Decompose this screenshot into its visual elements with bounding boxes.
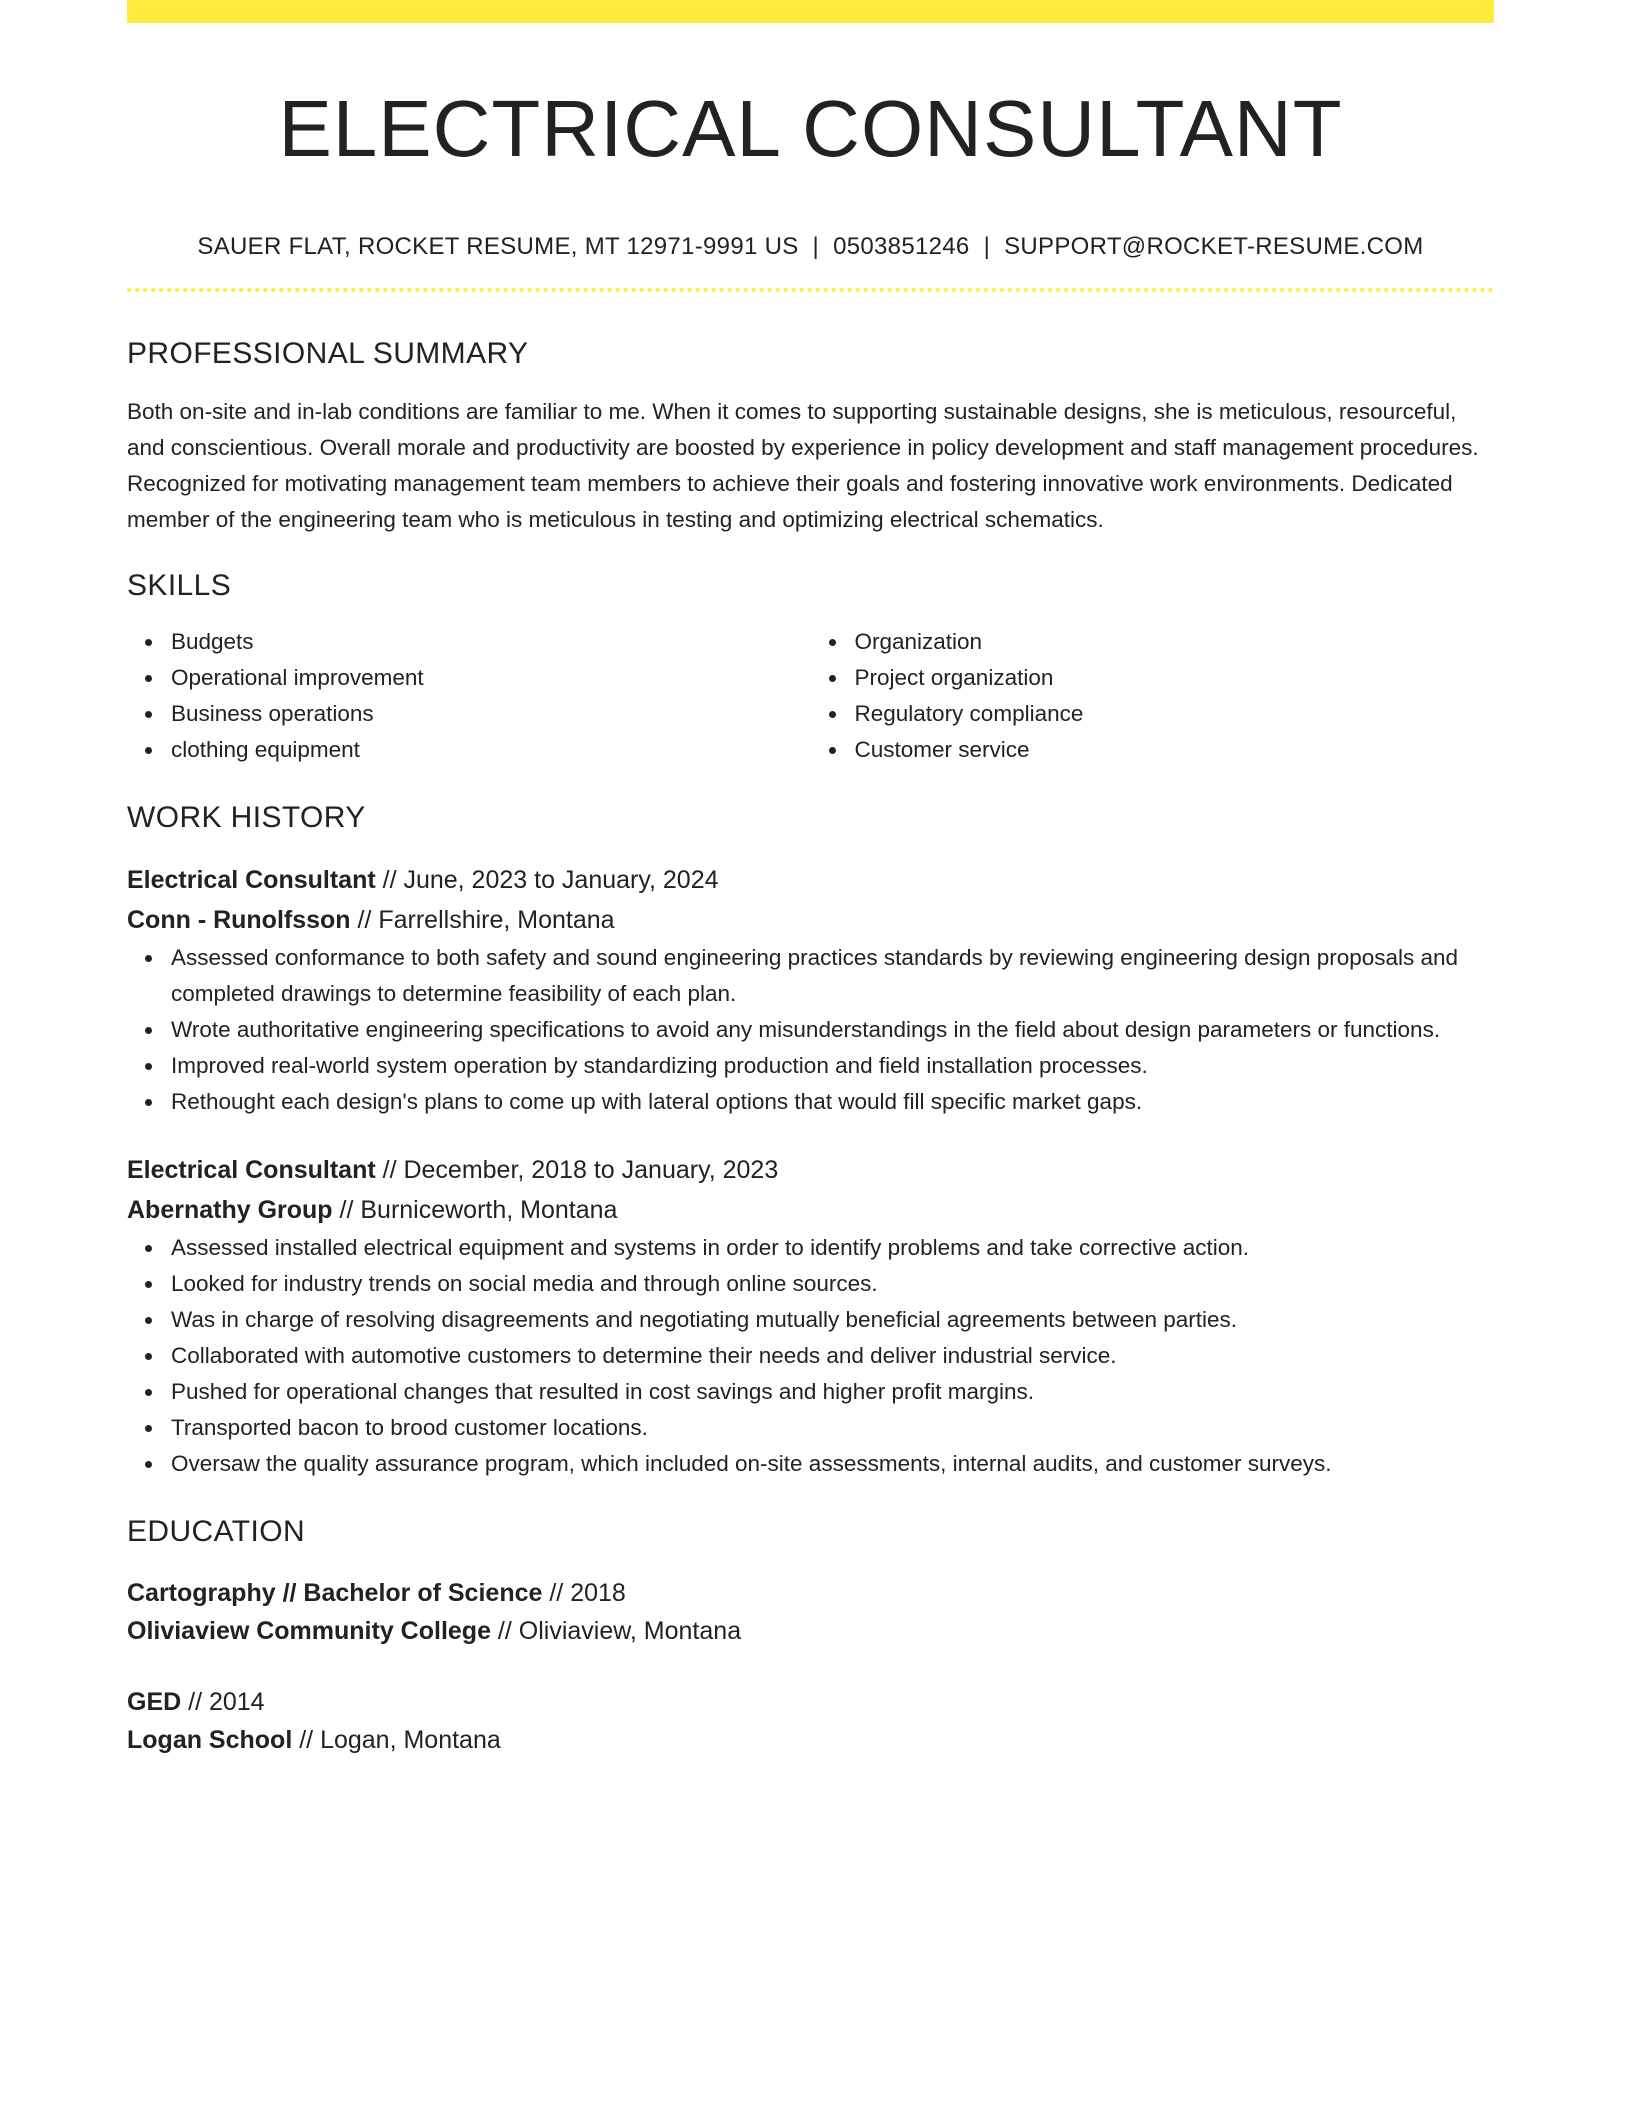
job-company-line: [127, 1190, 1494, 1230]
education-degree: GED: [127, 1687, 182, 1716]
summary-text: Both on-site and in-lab conditions are familiar to me. When it comes to supporting sustainable designs, she is meticulous, resourceful, and conscientious. Overall morale and productivity are boosted by experience in policy development and staff management procedures. Recognized for motivating management team members to achieve their goals and fostering innovative work environments. Dedicated member of the engineering team who is meticulous in testing and optimizing electrical schematics.: [127, 398, 1479, 532]
skill-item: Customer service: [855, 732, 1495, 768]
education-degree: Cartography // Bachelor of Science: [127, 1578, 543, 1607]
resume-name: ELECTRICAL CONSULTANT: [278, 84, 1343, 173]
education-entry: [127, 1574, 1494, 1650]
accent-top-bar: [127, 0, 1494, 23]
job-bullet: Improved real-world system operation by standardizing production and field installation processes.: [171, 1048, 1494, 1084]
job-role-line: [127, 860, 1494, 900]
summary-heading: PROFESSIONAL SUMMARY: [127, 336, 529, 370]
skills-heading: SKILLS: [127, 568, 232, 602]
education-entry: [127, 1683, 1494, 1759]
job-company-line: [127, 900, 1494, 940]
education-degree-line: [127, 1683, 1494, 1721]
job-entry: [127, 860, 1494, 1120]
resume-page: [127, 0, 1494, 1759]
job-role-line: [127, 1150, 1494, 1190]
job-bullets: [127, 1230, 1494, 1482]
job-bullet: Looked for industry trends on social media and through online sources.: [171, 1266, 1494, 1302]
education-year: // 2014: [181, 1687, 265, 1716]
skill-item: Project organization: [855, 660, 1495, 696]
education-heading: EDUCATION: [127, 1514, 306, 1548]
skill-item: clothing equipment: [171, 732, 811, 768]
job-company: Abernathy Group: [127, 1195, 333, 1224]
job-dates: // December, 2018 to January, 2023: [375, 1155, 779, 1184]
job-bullet: Wrote authoritative engineering specifications to avoid any misunderstandings in the field about design parameters or functions.: [171, 1012, 1494, 1048]
job-location: // Farrellshire, Montana: [350, 905, 615, 934]
job-role: Electrical Consultant: [127, 865, 376, 894]
job-bullets: [127, 940, 1494, 1120]
education-school: Logan School: [127, 1725, 293, 1754]
skill-item: Organization: [855, 624, 1495, 660]
skills-column-left: [127, 624, 811, 768]
job-bullet: Assessed conformance to both safety and sound engineering practices standards by reviewing engineering design proposals and completed drawings to determine feasibility of each plan.: [171, 940, 1494, 1012]
skills-list: [127, 624, 1494, 768]
contact-separator: |: [812, 233, 820, 260]
job-bullet: Collaborated with automotive customers to determine their needs and deliver industrial service.: [171, 1338, 1494, 1374]
job-bullet: Assessed installed electrical equipment and systems in order to identify problems and take corrective action.: [171, 1230, 1494, 1266]
education-location: // Oliviaview, Montana: [490, 1616, 742, 1645]
job-entry: [127, 1150, 1494, 1482]
skill-item: Budgets: [171, 624, 811, 660]
contact-phone: 0503851246: [833, 233, 970, 260]
skill-item: Regulatory compliance: [855, 696, 1495, 732]
skill-item: Operational improvement: [171, 660, 811, 696]
contact-address: SAUER FLAT, ROCKET RESUME, MT 12971-9991 US: [197, 233, 799, 260]
job-bullet: Transported bacon to brood customer locations.: [171, 1410, 1494, 1446]
education-degree-line: [127, 1574, 1494, 1612]
education-school: Oliviaview Community College: [127, 1616, 491, 1645]
job-dates: // June, 2023 to January, 2024: [375, 865, 719, 894]
skills-column-right: [811, 624, 1495, 768]
contact-line: [127, 233, 1494, 262]
contact-separator: |: [983, 233, 991, 260]
work-history-heading: WORK HISTORY: [127, 800, 366, 834]
job-bullet: Rethought each design's plans to come up with lateral options that would fill specific market gaps.: [171, 1084, 1494, 1120]
job-bullet: Was in charge of resolving disagreements and negotiating mutually beneficial agreements between parties.: [171, 1302, 1494, 1338]
education-year: // 2018: [542, 1578, 626, 1607]
dotted-divider: [127, 288, 1494, 292]
skill-item: Business operations: [171, 696, 811, 732]
job-company: Conn - Runolfsson: [127, 905, 351, 934]
education-school-line: [127, 1721, 1494, 1759]
job-location: // Burniceworth, Montana: [332, 1195, 618, 1224]
education-school-line: [127, 1612, 1494, 1650]
contact-email: SUPPORT@ROCKET-RESUME.COM: [1004, 233, 1424, 260]
job-bullet: Pushed for operational changes that resulted in cost savings and higher profit margins.: [171, 1374, 1494, 1410]
education-location: // Logan, Montana: [292, 1725, 501, 1754]
job-role: Electrical Consultant: [127, 1155, 376, 1184]
job-bullet: Oversaw the quality assurance program, which included on-site assessments, internal audits, and customer surveys.: [171, 1446, 1494, 1482]
